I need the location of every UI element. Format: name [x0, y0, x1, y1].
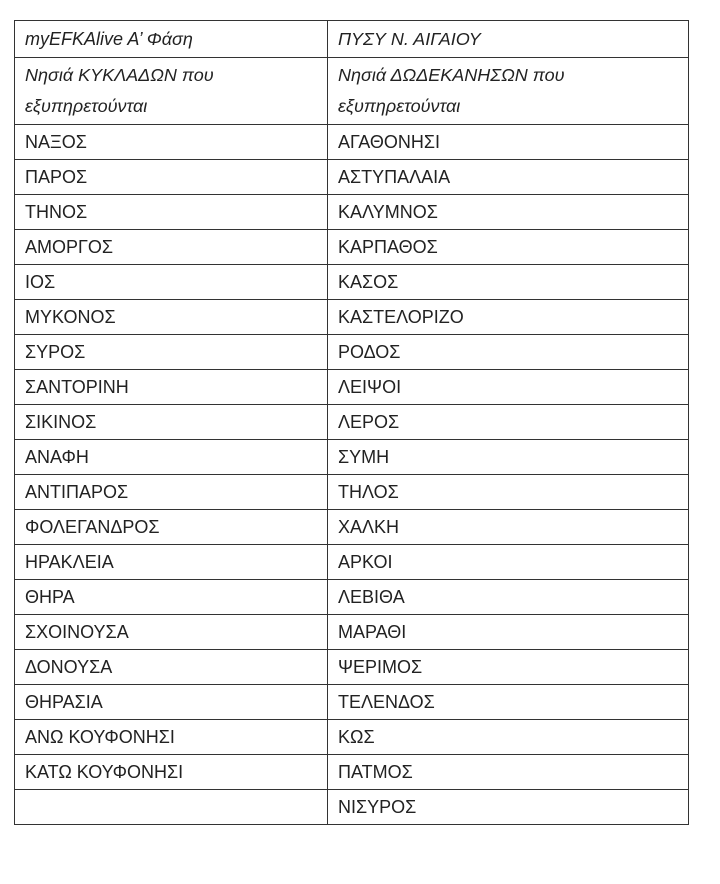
- table-row: [15, 125, 689, 160]
- table-row: [15, 580, 689, 615]
- table-row: [15, 510, 689, 545]
- cyclades-island-cell: ΘΗΡΑ: [15, 580, 328, 615]
- table-header: [15, 21, 689, 125]
- dodecanese-island-cell: ΛΕΡΟΣ: [328, 405, 689, 440]
- left-column-title: myEFKAlive A’ Φάση: [15, 21, 328, 58]
- cyclades-island-cell: ΜΥΚΟΝΟΣ: [15, 300, 328, 335]
- dodecanese-island-cell: ΠΑΤΜΟΣ: [328, 755, 689, 790]
- cyclades-island-cell: ΦΟΛΕΓΑΝΔΡΟΣ: [15, 510, 328, 545]
- table-row: [15, 755, 689, 790]
- cyclades-island-cell: ΣΥΡΟΣ: [15, 335, 328, 370]
- dodecanese-island-cell: ΜΑΡΑΘΙ: [328, 615, 689, 650]
- table-row: [15, 545, 689, 580]
- dodecanese-island-cell: ΚΑΛΥΜΝΟΣ: [328, 195, 689, 230]
- cyclades-island-cell: ΚΑΤΩ ΚΟΥΦΟΝΗΣΙ: [15, 755, 328, 790]
- right-column-subtitle: [328, 58, 689, 125]
- dodecanese-island-cell: ΝΙΣΥΡΟΣ: [328, 790, 689, 825]
- dodecanese-island-cell: ΣΥΜΗ: [328, 440, 689, 475]
- table-row: [15, 405, 689, 440]
- table-row: [15, 265, 689, 300]
- dodecanese-island-cell: ΑΓΑΘΟΝΗΣΙ: [328, 125, 689, 160]
- cyclades-island-cell: ΙΟΣ: [15, 265, 328, 300]
- table-row: [15, 685, 689, 720]
- right-subtitle-line-2: εξυπηρετούνται: [338, 96, 461, 116]
- left-subtitle-line-2: εξυπηρετούνται: [25, 96, 148, 116]
- table-row: [15, 300, 689, 335]
- cyclades-island-cell: ΑΝΤΙΠΑΡΟΣ: [15, 475, 328, 510]
- left-subtitle-line-1: Νησιά ΚΥΚΛΑΔΩΝ που: [25, 65, 214, 85]
- cyclades-island-cell: ΔΟΝΟΥΣΑ: [15, 650, 328, 685]
- dodecanese-island-cell: ΚΩΣ: [328, 720, 689, 755]
- table-row: [15, 440, 689, 475]
- table-row: [15, 335, 689, 370]
- dodecanese-island-cell: ΡΟΔΟΣ: [328, 335, 689, 370]
- cyclades-island-cell: ΑΜΟΡΓΟΣ: [15, 230, 328, 265]
- cyclades-island-cell: ΣΧΟΙΝΟΥΣΑ: [15, 615, 328, 650]
- dodecanese-island-cell: ΑΣΤΥΠΑΛΑΙΑ: [328, 160, 689, 195]
- table-row: [15, 650, 689, 685]
- islands-table: [14, 20, 689, 825]
- dodecanese-island-cell: ΨΕΡΙΜΟΣ: [328, 650, 689, 685]
- dodecanese-island-cell: ΤΗΛΟΣ: [328, 475, 689, 510]
- header-row-title: [15, 21, 689, 58]
- cyclades-island-cell: ΘΗΡΑΣΙΑ: [15, 685, 328, 720]
- dodecanese-island-cell: ΚΑΡΠΑΘΟΣ: [328, 230, 689, 265]
- cyclades-island-cell: ΑΝΑΦΗ: [15, 440, 328, 475]
- left-column-subtitle: [15, 58, 328, 125]
- right-column-title: ΠΥΣΥ Ν. ΑΙΓΑΙΟΥ: [328, 21, 689, 58]
- dodecanese-island-cell: ΧΑΛΚΗ: [328, 510, 689, 545]
- table-row: [15, 230, 689, 265]
- cyclades-island-cell: ΝΑΞΟΣ: [15, 125, 328, 160]
- dodecanese-island-cell: ΚΑΣΤΕΛΟΡΙΖΟ: [328, 300, 689, 335]
- cyclades-island-cell: ΑΝΩ ΚΟΥΦΟΝΗΣΙ: [15, 720, 328, 755]
- table-row: [15, 720, 689, 755]
- cyclades-island-cell: ΣΑΝΤΟΡΙΝΗ: [15, 370, 328, 405]
- dodecanese-island-cell: ΚΑΣΟΣ: [328, 265, 689, 300]
- table-row: [15, 475, 689, 510]
- table-row: [15, 195, 689, 230]
- dodecanese-island-cell: ΑΡΚΟΙ: [328, 545, 689, 580]
- table-row: [15, 370, 689, 405]
- table-row: [15, 790, 689, 825]
- cyclades-island-cell: ΗΡΑΚΛΕΙΑ: [15, 545, 328, 580]
- cyclades-island-cell: [15, 790, 328, 825]
- header-row-subtitle: [15, 58, 689, 125]
- dodecanese-island-cell: ΛΕΒΙΘΑ: [328, 580, 689, 615]
- table-row: [15, 160, 689, 195]
- table-body: [15, 125, 689, 825]
- cyclades-island-cell: ΤΗΝΟΣ: [15, 195, 328, 230]
- right-subtitle-line-1: Νησιά ΔΩΔΕΚΑΝΗΣΩΝ που: [338, 65, 565, 85]
- cyclades-island-cell: ΠΑΡΟΣ: [15, 160, 328, 195]
- table-row: [15, 615, 689, 650]
- dodecanese-island-cell: ΤΕΛΕΝΔΟΣ: [328, 685, 689, 720]
- dodecanese-island-cell: ΛΕΙΨΟΙ: [328, 370, 689, 405]
- cyclades-island-cell: ΣΙΚΙΝΟΣ: [15, 405, 328, 440]
